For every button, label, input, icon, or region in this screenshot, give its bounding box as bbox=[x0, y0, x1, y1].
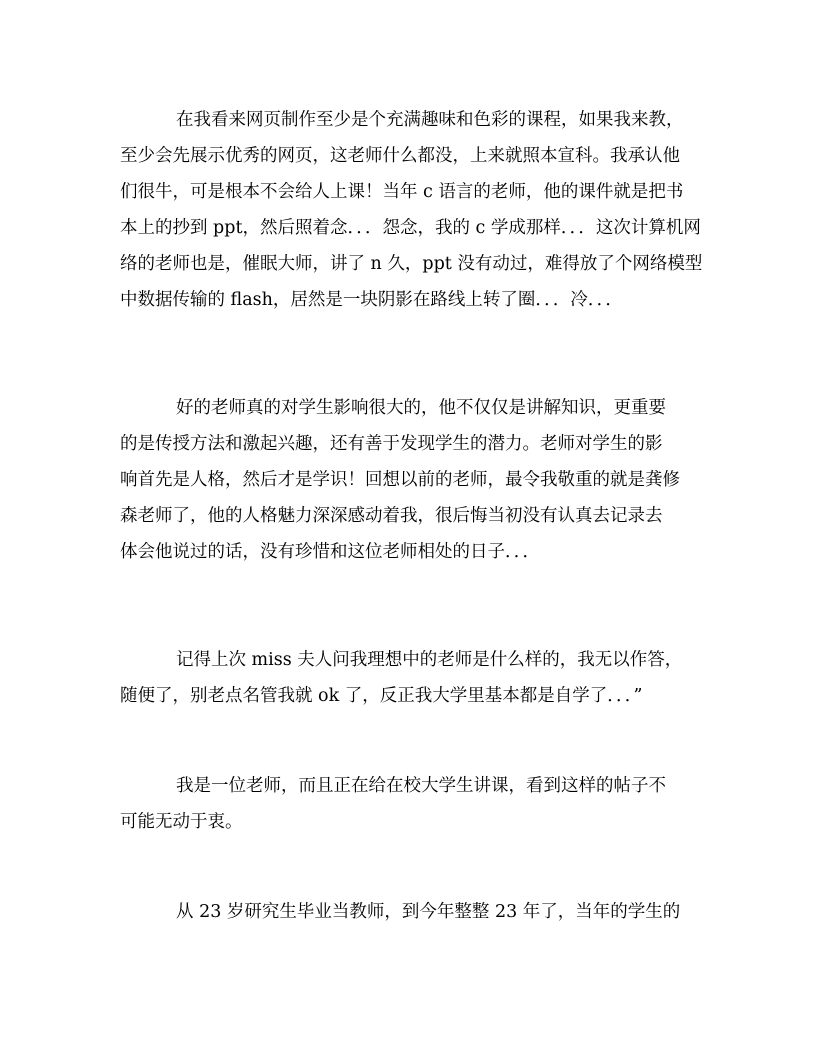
text-line: 络的老师也是，催眠大师，讲了 n 久，ppt 没有动过，难得放了个网络模型 bbox=[120, 254, 703, 274]
text-line: 可能无动于衷。 bbox=[120, 812, 243, 832]
paragraph-1 bbox=[120, 102, 702, 318]
text-line: 体会他说过的话，没有珍惜和这位老师相处的日子．．． bbox=[120, 542, 540, 562]
text-line: 好的老师真的对学生影响很大的，他不仅仅是讲解知识，更重要 bbox=[176, 398, 666, 418]
text-line: 在我看来网页制作至少是个充满趣味和色彩的课程，如果我来教， bbox=[176, 110, 684, 130]
paragraph-4 bbox=[120, 768, 666, 840]
text-line: 本上的抄到 ppt，然后照着念．．．怨念，我的 c 学成那样．．．这次计算机网 bbox=[120, 218, 701, 238]
text-line: 记得上次 miss 夫人问我理想中的老师是什么样的，我无以作答， bbox=[176, 650, 683, 670]
text-line: 的是传授方法和激起兴趣，还有善于发现学生的潜力。老师对学生的影 bbox=[120, 434, 663, 454]
paragraph-5 bbox=[120, 894, 680, 930]
text-line: 至少会先展示优秀的网页，这老师什么都没，上来就照本宣科。我承认他 bbox=[120, 146, 680, 166]
text-line: 们很牛，可是根本不会给人上课！当年 c 语言的老师，他的课件就是把书 bbox=[120, 182, 684, 202]
paragraph-2 bbox=[120, 390, 680, 570]
paragraph-3 bbox=[120, 642, 682, 714]
text-line: 中数据传输的 flash，居然是一块阴影在路线上转了圈．．．冷．．． bbox=[120, 290, 623, 310]
text-line: 响首先是人格，然后才是学识！回想以前的老师，最令我敬重的就是龚修 bbox=[120, 470, 680, 490]
text-line: 随便了，别老点名管我就 ok 了，反正我大学里基本都是自学了．．．” bbox=[120, 686, 643, 706]
text-line: 森老师了，他的人格魅力深深感动着我，很后悔当初没有认真去记录去 bbox=[120, 506, 663, 526]
text-line: 从 23 岁研究生毕业当教师，到今年整整 23 年了，当年的学生的 bbox=[176, 902, 681, 922]
text-line: 我是一位老师，而且正在给在校大学生讲课，看到这样的帖子不 bbox=[176, 776, 666, 796]
